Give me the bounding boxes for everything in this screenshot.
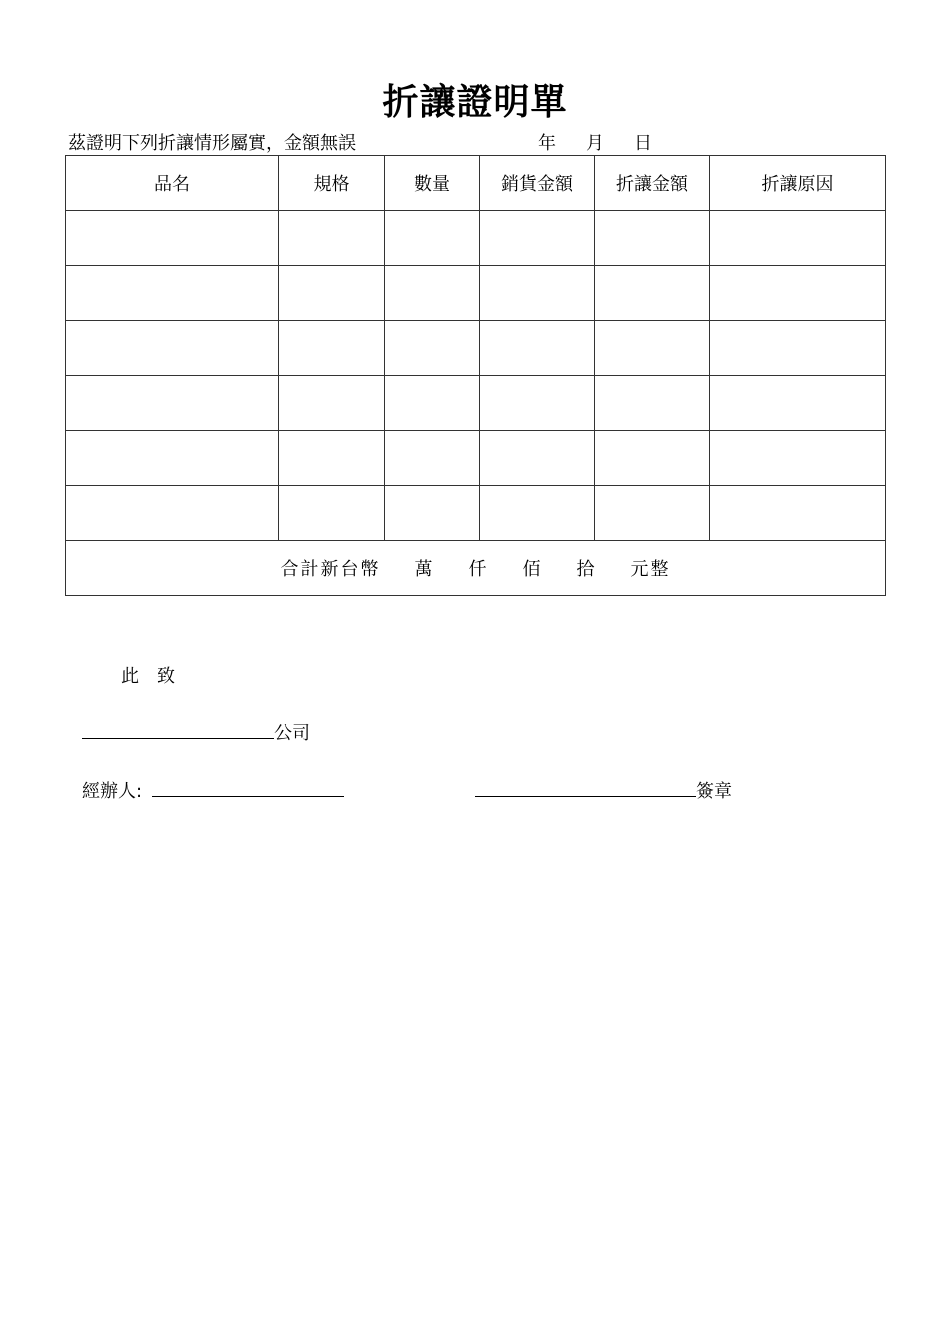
cell-sales-amount[interactable]: [480, 266, 595, 321]
cell-allowance-amount[interactable]: [595, 321, 710, 376]
regards-char-2: 致: [157, 666, 175, 687]
table-row: [66, 266, 886, 321]
table-row: [66, 376, 886, 431]
header-product-name: 品名: [66, 156, 279, 211]
cell-sales-amount[interactable]: [480, 431, 595, 486]
seal-row: [475, 777, 732, 803]
cell-allowance-amount[interactable]: [595, 211, 710, 266]
cell-allowance-amount[interactable]: [595, 266, 710, 321]
table-row: [66, 211, 886, 266]
total-label: 合計新台幣: [280, 559, 381, 580]
cell-allowance-amount[interactable]: [595, 376, 710, 431]
cell-quantity[interactable]: [385, 486, 480, 541]
date-year-label: 年: [538, 133, 556, 154]
cell-sales-amount[interactable]: [480, 486, 595, 541]
cell-quantity[interactable]: [385, 211, 480, 266]
date-day-label: 日: [634, 133, 652, 154]
header-quantity: 數量: [385, 156, 480, 211]
cell-sales-amount[interactable]: [480, 376, 595, 431]
cell-allowance-reason[interactable]: [710, 321, 886, 376]
certification-statement: 茲證明下列折讓情形屬實，金額無誤: [68, 133, 356, 154]
cell-sales-amount[interactable]: [480, 321, 595, 376]
cell-specification[interactable]: [279, 211, 385, 266]
company-suffix: 公司: [274, 723, 310, 744]
total-amount-cell[interactable]: [66, 541, 886, 596]
cell-allowance-reason[interactable]: [710, 266, 886, 321]
cell-allowance-reason[interactable]: [710, 376, 886, 431]
cell-allowance-amount[interactable]: [595, 486, 710, 541]
cell-specification[interactable]: [279, 486, 385, 541]
header-allowance-amount: 折讓金額: [595, 156, 710, 211]
date-month-label: 月: [586, 133, 604, 154]
cell-allowance-amount[interactable]: [595, 431, 710, 486]
regards-char-1: 此: [121, 666, 139, 687]
cell-product-name[interactable]: [66, 321, 279, 376]
regards-line: [121, 662, 175, 688]
cell-specification[interactable]: [279, 266, 385, 321]
cell-product-name[interactable]: [66, 211, 279, 266]
header-sales-amount: 銷貨金額: [480, 156, 595, 211]
total-row: [66, 541, 886, 596]
document-title: 折讓證明單: [382, 82, 568, 123]
cell-sales-amount[interactable]: [480, 211, 595, 266]
cell-specification[interactable]: [279, 431, 385, 486]
company-row: [82, 719, 310, 745]
header-allowance-reason: 折讓原因: [710, 156, 886, 211]
cell-product-name[interactable]: [66, 376, 279, 431]
cell-quantity[interactable]: [385, 321, 480, 376]
total-unit-qian: 仟: [468, 559, 489, 580]
signature-blank[interactable]: [475, 778, 696, 797]
total-unit-yuan: 元整: [630, 559, 671, 580]
company-name-blank[interactable]: [82, 720, 274, 739]
total-unit-shi: 拾: [576, 559, 597, 580]
cell-allowance-reason[interactable]: [710, 211, 886, 266]
cell-allowance-reason[interactable]: [710, 486, 886, 541]
cell-product-name[interactable]: [66, 431, 279, 486]
cell-allowance-reason[interactable]: [710, 431, 886, 486]
date-row: [538, 129, 652, 155]
table-header-row: [66, 156, 886, 211]
handler-name-blank[interactable]: [152, 778, 344, 797]
seal-suffix: 簽章: [696, 781, 732, 802]
header-specification: 規格: [279, 156, 385, 211]
handler-label: 經辦人:: [82, 781, 143, 802]
handler-row: [82, 777, 344, 803]
cell-product-name[interactable]: [66, 486, 279, 541]
cell-quantity[interactable]: [385, 266, 480, 321]
total-unit-wan: 萬: [414, 559, 435, 580]
cell-quantity[interactable]: [385, 376, 480, 431]
cell-product-name[interactable]: [66, 266, 279, 321]
cell-specification[interactable]: [279, 321, 385, 376]
total-unit-bai: 佰: [522, 559, 543, 580]
cell-quantity[interactable]: [385, 431, 480, 486]
table-row: [66, 321, 886, 376]
cell-specification[interactable]: [279, 376, 385, 431]
table-row: [66, 431, 886, 486]
table-row: [66, 486, 886, 541]
allowance-table: [65, 155, 886, 596]
